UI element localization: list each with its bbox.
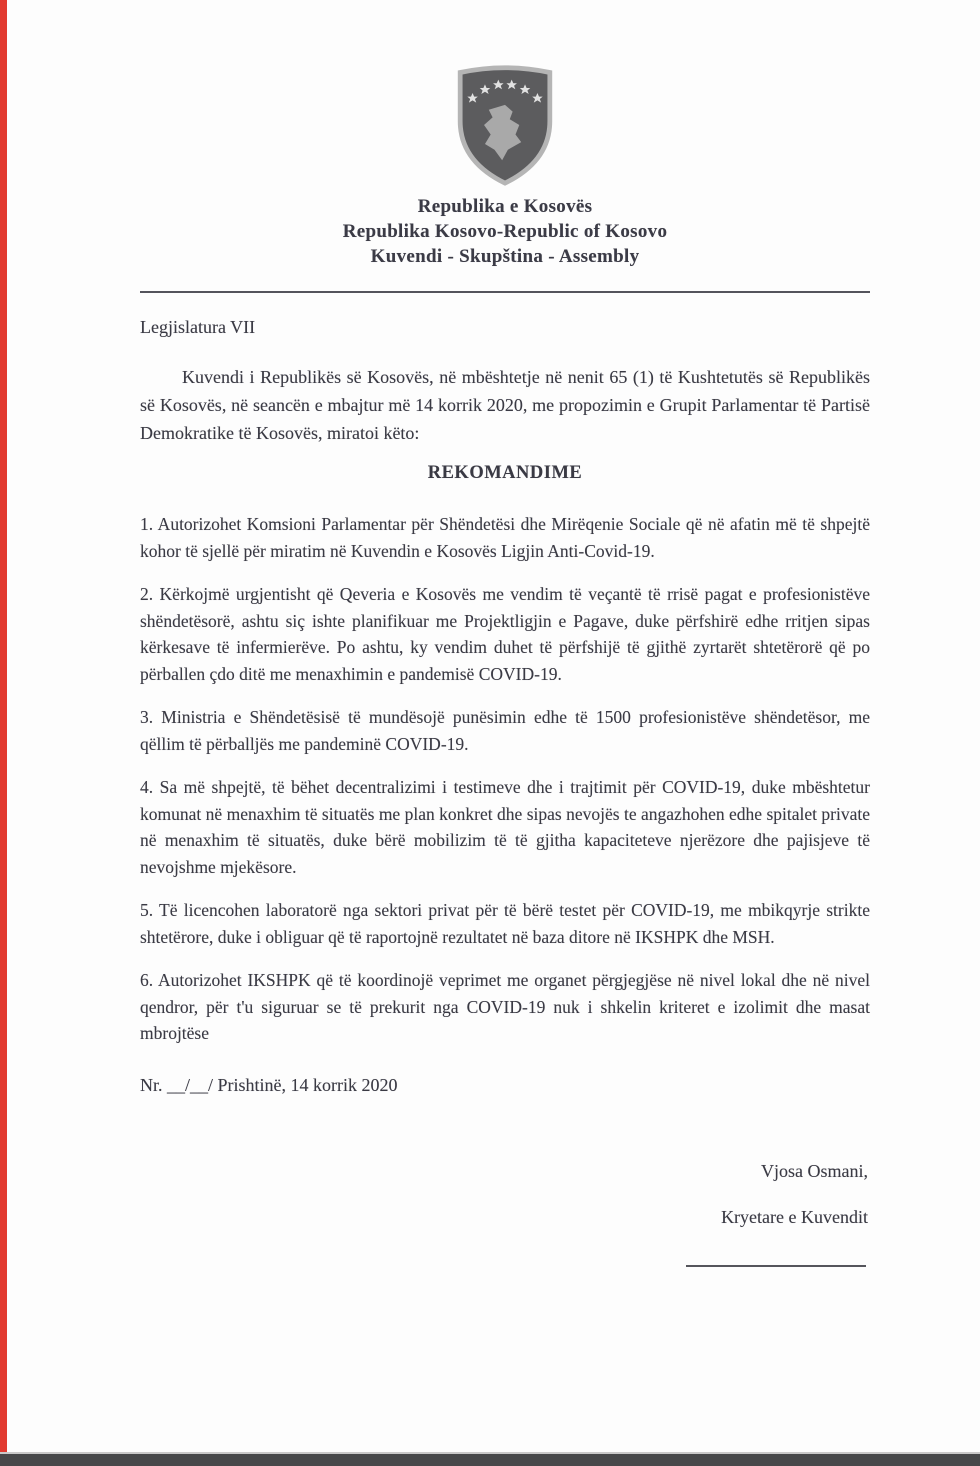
recommendation-item-4: 4. Sa më shpejtë, të bëhet decentralizimi i testimeve dhe i trajtimit për COVID-19, duke mbështetur komunat në menaxhim të situatës me plan konkret dhe sipas nevojës te angazhohen edhe spitalet private në menaxhim të situatës, duke bërë mobilizim të të gjitha kapaciteteve njerëzore dhe pajisjeve të nevojshme mjekësore.	[140, 777, 870, 877]
reference-number-line: Nr. __/__/ Prishtinë, 14 korrik 2020	[140, 1074, 398, 1095]
recommendation-item-1: 1. Autorizohet Komsioni Parlamentar për Shëndetësi dhe Mirëqenie Sociale që në afatin më të shpejtë kohor të sjellë për miratim në Kuvendin e Kosovës Ligjin Anti-Covid-19.	[140, 514, 870, 561]
signatory-name: Vjosa Osmani,	[761, 1160, 868, 1181]
signature-line	[686, 1265, 866, 1267]
intro-paragraph: Kuvendi i Republikës së Kosovës, në mbështetje në nenit 65 (1) të Kushtetutës së Republikës së Kosovës, në seancën e mbajtur më 14 korrik 2020, me propozimin e Grupit Parlamentar të Partisë Demokratike të Kosovës, miratoi këto:	[140, 367, 870, 443]
recommendation-item-2: 2. Kërkojmë urgjentisht që Qeveria e Kosovës me vendim të veçantë të rrisë pagat e profesionistëve shëndetësorë, ashtu siç ishte planifikuar me Projektligjin e Pagave, duke përfshirë edhe rritjen sipas kërkesave të infermierëve. Po ashtu, ky vendim duhet të përfshijë të gjithë zyrtarët shtetërorë që po përballen çdo ditë me menaxhimin e pandemisë COVID-19.	[140, 584, 870, 684]
recommendation-item-5: 5. Të licencohen laboratorë nga sektori privat për të bërë testet për COVID-19, me mbikqyrje strikte shtetërore, duke i obliguar që të raportojnë rezultatet në baza ditore në IKSHPK dhe MSH.	[140, 900, 870, 947]
document-content	[140, 0, 870, 1267]
letterhead-line-albanian: Republika e Kosovës	[417, 196, 593, 217]
left-edge-red-strip	[0, 0, 7, 1452]
recommendations-heading: REKOMANDIME	[427, 463, 583, 483]
letterhead-line-assembly: Kuvendi - Skupština - Assembly	[370, 246, 640, 267]
letterhead-line-bilingual: Republika Kosovo-Republic of Kosovo	[342, 221, 668, 242]
letterhead	[140, 194, 870, 269]
signatory-title: Kryetare e Kuvendit	[721, 1206, 868, 1227]
recommendation-item-3: 3. Ministria e Shëndetësisë të mundësojë punësimin edhe të 1500 profesionistëve shëndetësor, me qëllim të përballjës me pandeminë COVID-19.	[140, 707, 870, 754]
kosovo-coat-of-arms-icon	[452, 62, 558, 186]
header-divider	[140, 291, 870, 293]
bottom-edge-dark-strip	[0, 1452, 980, 1466]
legislature-label: Legjislatura VII	[140, 317, 256, 337]
signature-block	[140, 1159, 870, 1267]
recommendation-item-6: 6. Autorizohet IKSHPK që të koordinojë veprimet me organet përgjegjëse në nivel lokal dhe në nivel qendror, për t'u siguruar se të prekurit nga COVID-19 nuk i shkelin kriteret e izolimit dhe masat mbrojtëse	[140, 970, 870, 1043]
